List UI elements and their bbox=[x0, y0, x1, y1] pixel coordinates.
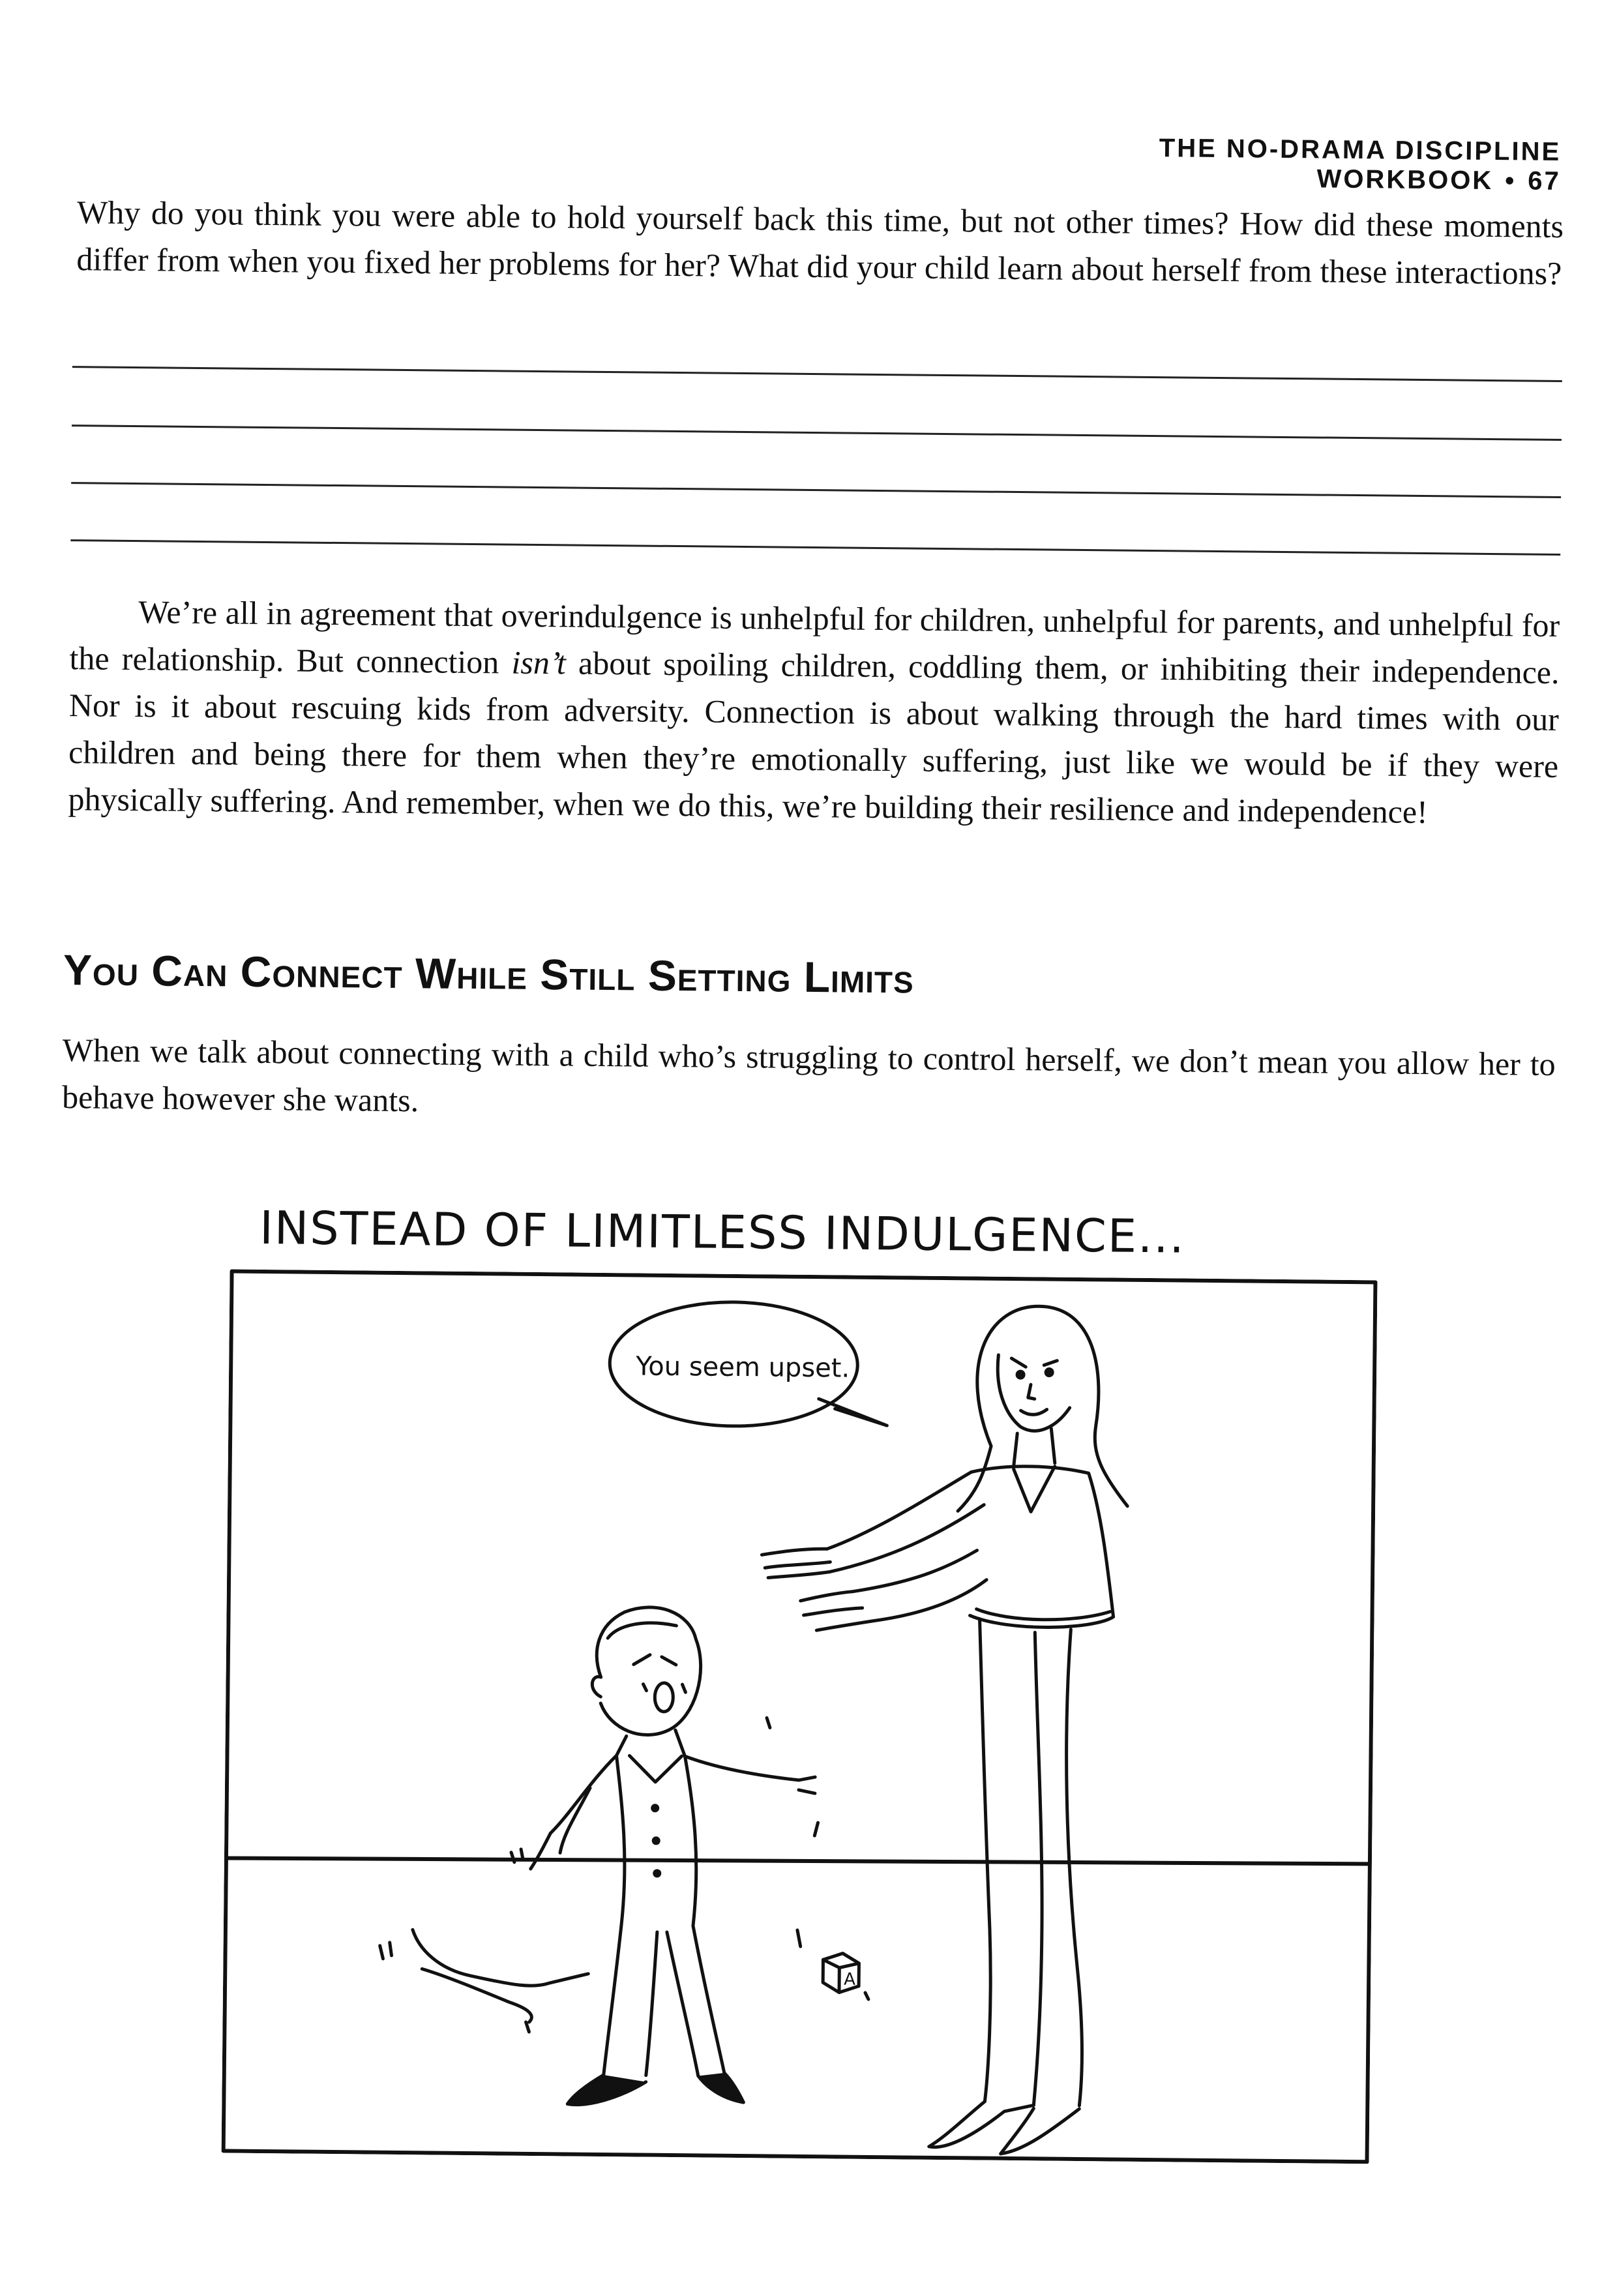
floor-line bbox=[226, 1853, 1370, 1869]
cartoon-panel bbox=[222, 1269, 1378, 2164]
section-heading: You Can Connect While Still Setting Limits bbox=[63, 946, 915, 1002]
body-paragraph-emphasis: isn’t bbox=[511, 644, 567, 681]
body-paragraph-start: We’re all in agreement that overindulgence is unhelpful for children, unhelpful for parents, and unhelpful for the relationship. But connection bbox=[69, 593, 1560, 681]
cartoon-caption: INSTEAD OF LIMITLESS INDULGENCE... bbox=[259, 1200, 1186, 1264]
mother-figure bbox=[756, 1304, 1129, 2155]
running-head bbox=[909, 131, 1562, 196]
answer-line-2 bbox=[72, 425, 1562, 441]
toy-block bbox=[797, 1930, 869, 1999]
book-title: THE NO-DRAMA DISCIPLINE WORKBOOK bbox=[1159, 134, 1562, 196]
cartoon-illustration bbox=[222, 1269, 1378, 2164]
reflection-prompt: Why do you think you were able to hold yourself back this time, but not other times? How did these moments differ from when you fixed her problems for her? What did your child learn about herself from these interactions? bbox=[76, 194, 1564, 292]
section-intro: When we talk about connecting with a child who’s struggling to control herself, we don’t mean you allow her to behave however she wants. bbox=[61, 1032, 1556, 1119]
body-paragraph bbox=[68, 588, 1560, 837]
answer-line-4 bbox=[70, 539, 1560, 556]
block-letter: A bbox=[844, 1969, 856, 1990]
panel-frame bbox=[224, 1272, 1376, 2162]
toy-on-floor bbox=[379, 1930, 588, 2033]
body-paragraph-end: about spoiling children, coddling them, or inhibiting their independence. Nor is it about rescuing kids from adversity. Connection is about walking through the hard times with our children and being there for them when they’re emotionally suffering, just like we would be if they were physically suffering. And remember, when we do this, we’re building their resilience and independence! bbox=[68, 644, 1560, 831]
speech-bubble-text: You seem upset. bbox=[635, 1351, 850, 1384]
page-number: 67 bbox=[1527, 166, 1561, 196]
answer-line-3 bbox=[71, 482, 1561, 498]
header-separator: • bbox=[1504, 166, 1517, 196]
child-figure bbox=[509, 1606, 820, 2107]
answer-line-1 bbox=[72, 366, 1562, 382]
